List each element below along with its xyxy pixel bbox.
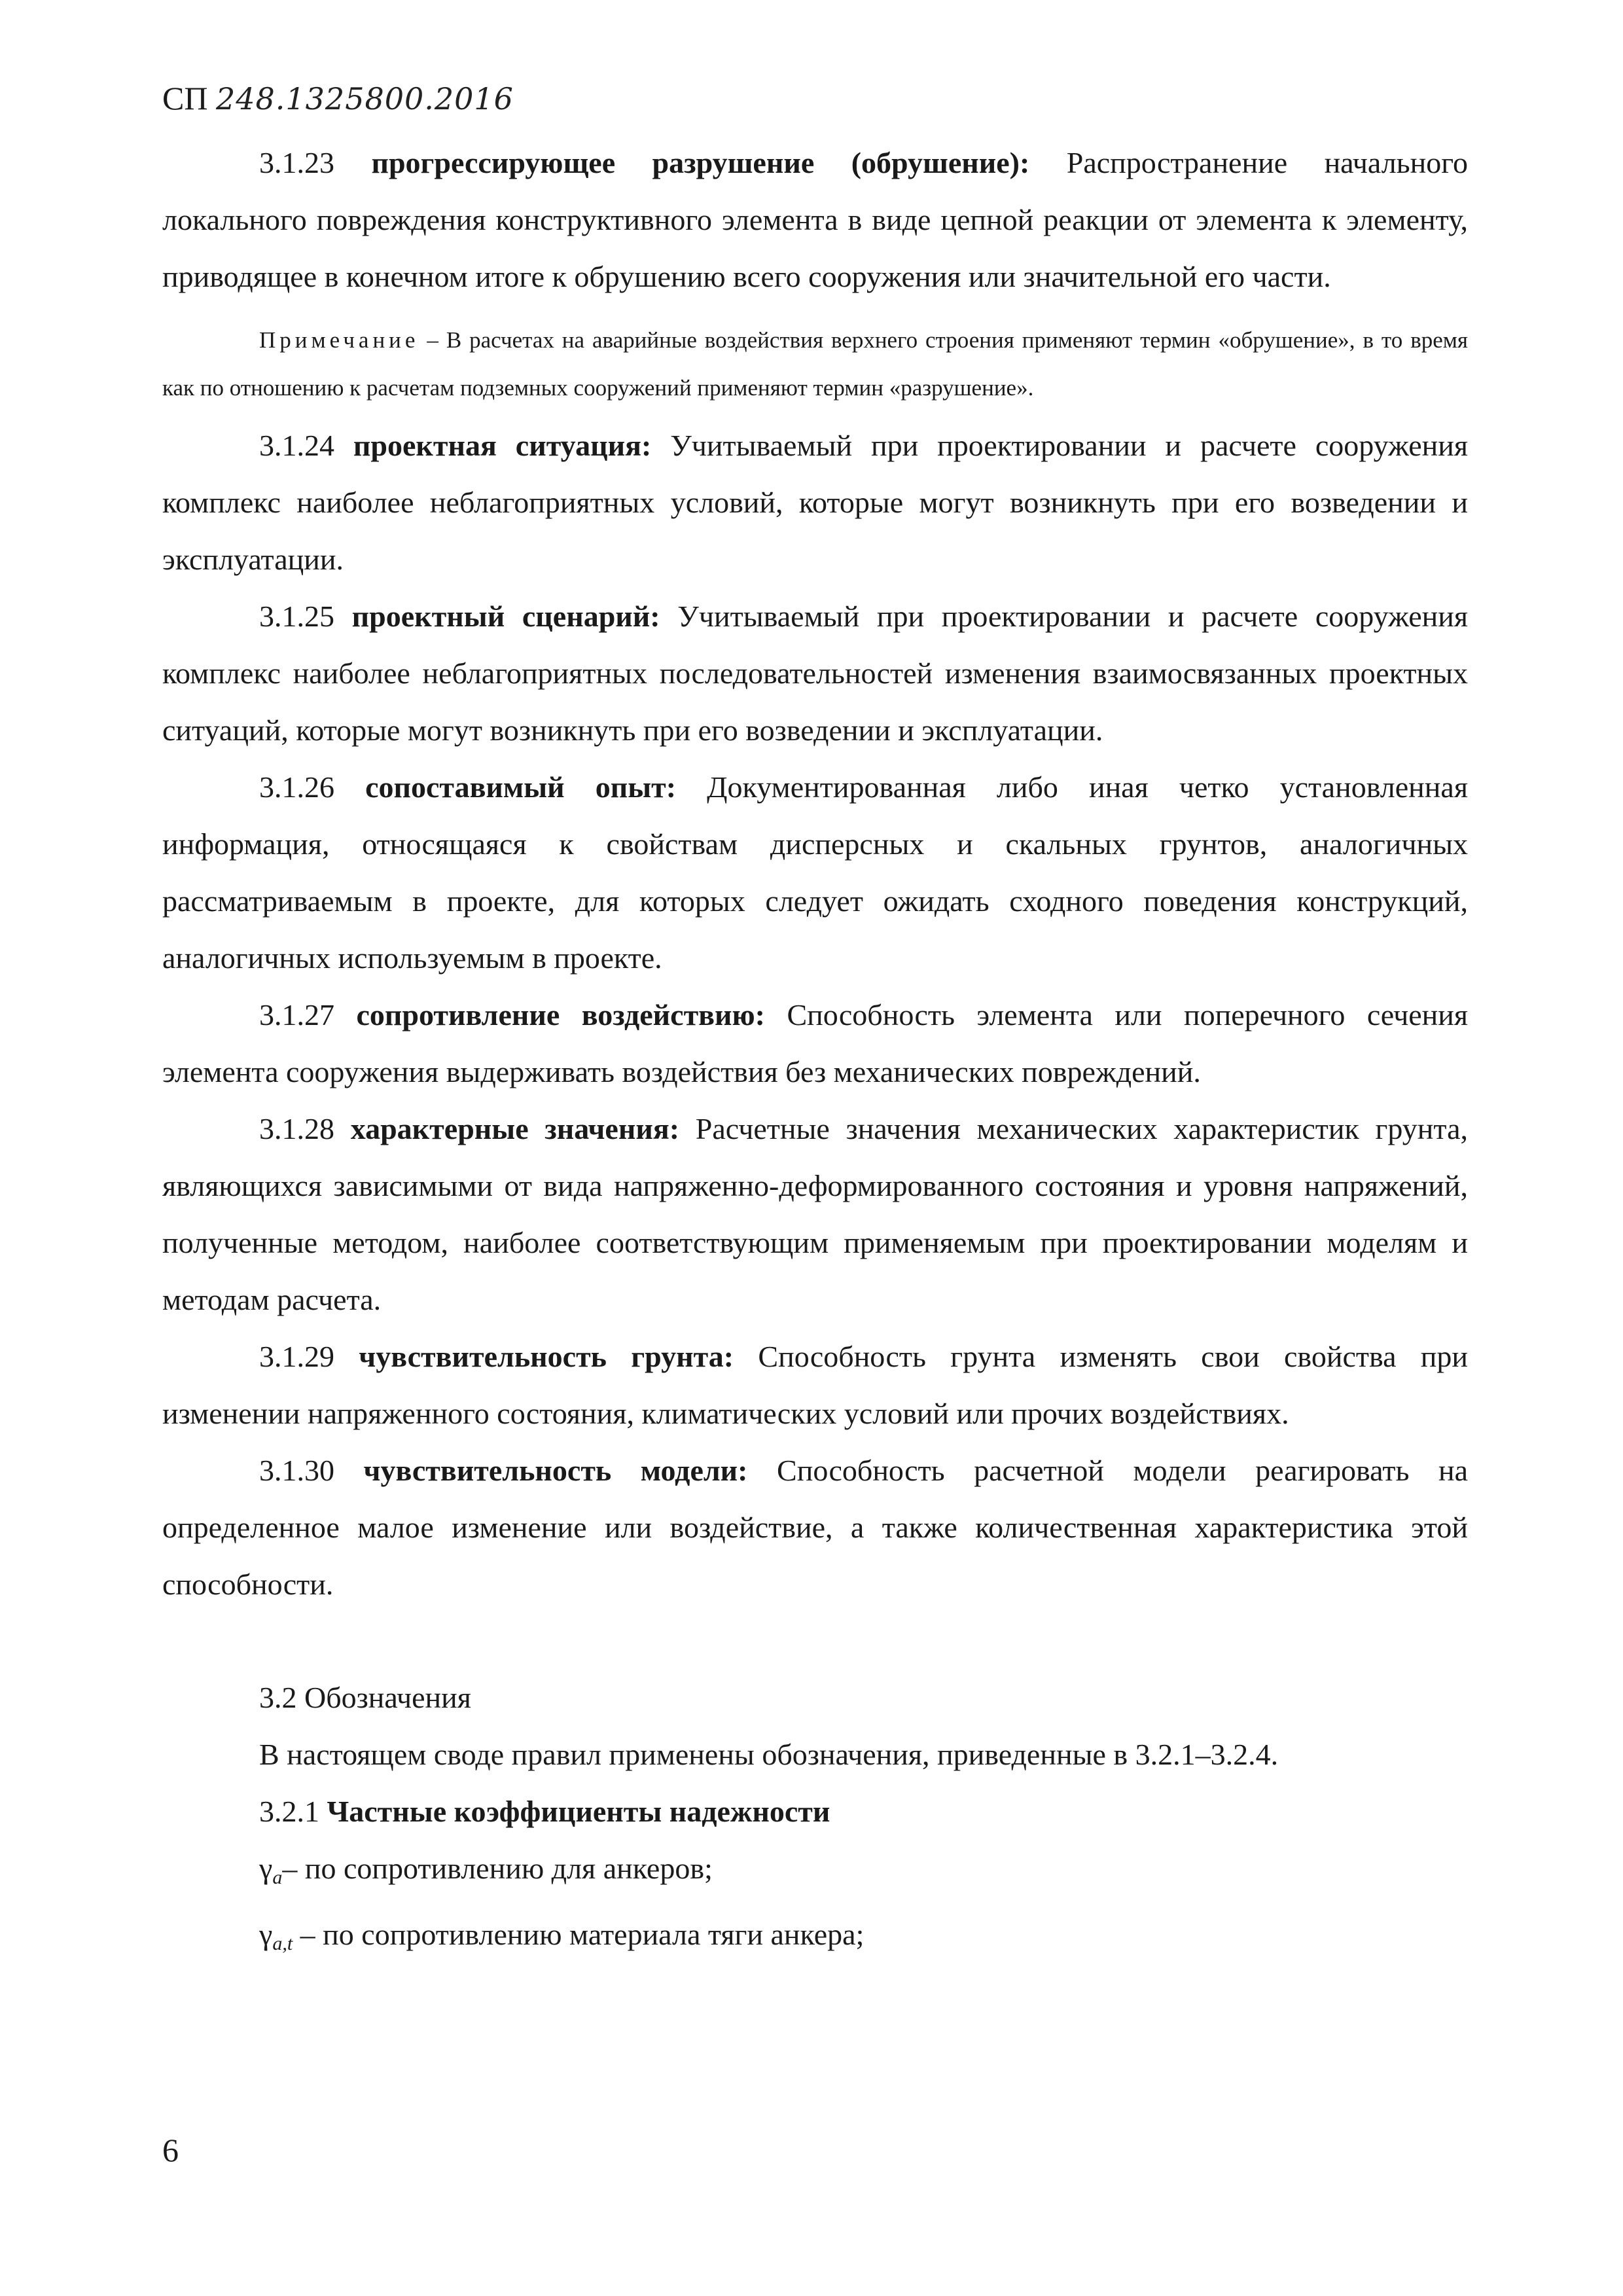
term-definition: Способность элемента или поперечного сечения элемента сооружения выдерживать воздействия без механических повреждений.: [162, 998, 1469, 1088]
term-title: проектный сценарий:: [351, 600, 660, 633]
handwritten-document-code: 248.1325800.2016: [215, 81, 514, 117]
term-3-1-25: [162, 588, 1468, 759]
term-3-1-24: [162, 417, 1468, 588]
symbol-subscript: a,t: [272, 1933, 293, 1954]
term-number: 3.1.24: [259, 429, 334, 462]
term-3-1-30: [162, 1442, 1468, 1613]
term-definition: Расчетные значения механических характеристик грунта, являющихся зависимыми от вида напряженно-деформированного состояния и уровня напряжений, полученные методом, наиболее соответствующим применяемым при проектировании моделям и методам расчета.: [162, 1112, 1469, 1316]
term-definition: Документированная либо иная четко установленная информация, относящаяся к свойствам дисперсных и скальных грунтов, аналогичных рассматриваемым в проекте, для которых следует ожидать сходного поведения конструкций, аналогичных используемым в проекте.: [162, 770, 1468, 975]
section-intro: В настоящем своде правил применены обозначения, приведенные в 3.2.1–3.2.4.: [259, 1738, 1279, 1771]
term-title: проектная ситуация:: [353, 429, 652, 462]
term-3-1-29: [162, 1328, 1468, 1442]
term-3-1-27: [162, 986, 1468, 1100]
symbol-gamma-a: [162, 1840, 1468, 1906]
term-definition: Учитываемый при проектировании и расчете сооружения комплекс наиболее неблагоприятных условий, которые могут возникнуть при его возведении и эксплуатации.: [162, 429, 1469, 576]
term-number: 3.1.25: [259, 600, 334, 633]
note: [162, 316, 1468, 412]
term-definition: Распространение начального локального повреждения конструктивного элемента в виде цепной реакции от элемента к элементу, приводящее в конечном итоге к обрушению всего сооружения или значительной его части.: [162, 146, 1468, 293]
term-number: 3.1.23: [259, 146, 334, 179]
term-3-1-23: [162, 134, 1468, 305]
page-content: [162, 134, 1468, 1972]
symbol-description: – по сопротивлению материала тяги анкера;: [300, 1918, 865, 1951]
term-number: 3.1.26: [259, 770, 334, 804]
header-prefix: СП: [162, 80, 208, 117]
term-3-1-26: [162, 759, 1468, 986]
subsection-number: 3.2.1: [259, 1795, 319, 1828]
term-number: 3.1.30: [259, 1454, 334, 1487]
term-title: сопротивление воздействию:: [356, 998, 765, 1031]
term-number: 3.1.28: [259, 1112, 334, 1145]
section-spacer: [162, 1613, 1468, 1669]
section-title: 3.2 Обозначения: [259, 1681, 471, 1714]
term-title: прогрессирующее разрушение (обрушение):: [371, 146, 1030, 179]
note-text: – В расчетах на аварийные воздействия верхнего строения применяют термин «обрушение», в то время как по отношению к расчетам подземных сооружений применяют термин «разрушение».: [162, 327, 1468, 401]
term-title: чувствительность грунта:: [359, 1340, 734, 1373]
symbol-gamma: γ: [259, 1852, 273, 1885]
term-definition: Способность расчетной модели реагировать на определенное малое изменение или воздействие, а также количественная характеристика этой способности.: [162, 1454, 1469, 1601]
term-title: сопоставимый опыт:: [365, 770, 677, 804]
subsection-title: Частные коэффициенты надежности: [327, 1795, 830, 1828]
term-definition: Учитываемый при проектировании и расчете сооружения комплекс наиболее неблагоприятных последовательностей изменения взаимосвязанных проектных ситуаций, которые могут возникнуть при его возведении и эксплуатации.: [162, 600, 1469, 747]
symbol-gamma-at: [162, 1906, 1468, 1972]
symbol-gamma: γ: [259, 1918, 273, 1951]
term-number: 3.1.27: [259, 998, 334, 1031]
term-3-1-28: [162, 1100, 1468, 1328]
term-title: чувствительность модели:: [363, 1454, 748, 1487]
document-header: [162, 75, 514, 122]
term-definition: Способность грунта изменять свои свойства при изменении напряженного состояния, климатических условий или прочих воздействиях.: [162, 1340, 1469, 1430]
term-title: характерные значения:: [350, 1112, 680, 1145]
term-number: 3.1.29: [259, 1340, 334, 1373]
symbol-subscript: a: [272, 1867, 283, 1888]
page-number: 6: [162, 2132, 179, 2168]
symbol-description: – по сопротивлению для анкеров;: [282, 1852, 713, 1885]
subsection-heading: [162, 1783, 1468, 1840]
note-label: Примечание: [259, 327, 419, 353]
